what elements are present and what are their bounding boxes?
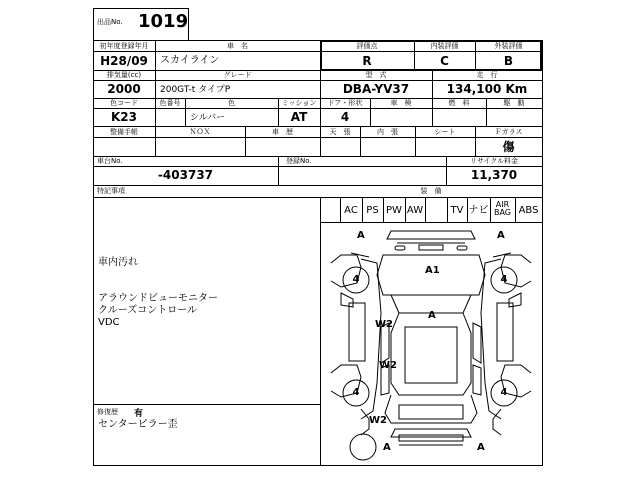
equipment-item: AW — [406, 205, 424, 216]
color-number-label: 色番号 — [159, 99, 181, 107]
lot-label: 出品No. — [97, 18, 123, 26]
headliner-label: 天 張 — [329, 128, 351, 136]
equipment-item: AIR BAG — [493, 200, 512, 217]
doors: 4 — [340, 110, 350, 124]
interior-grade: C — [440, 54, 449, 68]
color: シルバー — [190, 113, 226, 123]
service-record-label: 整備手帳 — [110, 128, 138, 136]
mark-rear-left: A — [383, 442, 391, 453]
mark-left-quarter: W2 — [369, 415, 387, 426]
tire-front-left: 4 — [352, 274, 360, 285]
color-label: 色 — [228, 99, 235, 107]
mark-left-rear-door: W2 — [379, 360, 397, 371]
repair-history-label: 修復歴 — [97, 408, 118, 416]
interior-grade-label: 内装評価 — [430, 42, 459, 50]
inspection-label: 車 検 — [390, 99, 412, 107]
mark-bonnet: A1 — [425, 265, 440, 276]
repair-detail: センターピラー歪 — [98, 419, 178, 430]
mark-left-front-door: W2 — [375, 319, 393, 330]
grade: 200GT-t タイプP — [160, 85, 231, 95]
tire-rear-right: 4 — [500, 387, 508, 398]
note-line — [98, 269, 316, 281]
repair-history: 有 — [134, 409, 144, 419]
lot-number: 1019 — [138, 11, 189, 32]
equipment-item: PS — [366, 205, 379, 216]
grade-label: グレード — [223, 71, 252, 79]
chassis-label: 車台No. — [97, 157, 123, 165]
chassis-number: -403737 — [157, 168, 214, 182]
recycle-fee-label: リサイクル料金 — [469, 157, 519, 165]
car-name-label: 車 名 — [227, 42, 248, 50]
door-shape-label: ドア・形状 — [327, 99, 363, 107]
equipment-item: ナビ — [468, 205, 489, 216]
displacement: 2000 — [107, 82, 141, 96]
mark-rear-right: A — [477, 442, 485, 453]
mark-front-right: A — [497, 230, 505, 241]
equipment-item: PW — [386, 205, 402, 216]
color-code-label: 色コード — [110, 99, 138, 107]
front-glass-label: Ｆガラス — [494, 128, 523, 136]
note-line: クルーズコントロール — [98, 305, 197, 316]
interior-trim-label: 内 張 — [377, 128, 398, 136]
mark-front-left: A — [357, 230, 365, 241]
equipment-item: TV — [450, 205, 464, 216]
notes-lines — [98, 257, 316, 329]
history-label: 車 歴 — [272, 128, 293, 136]
notes-label: 特記事項 — [97, 187, 125, 195]
color-code: K23 — [111, 110, 137, 124]
nox-label: ＮＯＸ — [189, 128, 211, 136]
exterior-grade: B — [503, 54, 514, 68]
note-line: 車内汚れ — [98, 257, 138, 268]
mark-roof: A — [428, 310, 436, 321]
registration-label: 登録No. — [286, 157, 312, 165]
model-code-label: 型 式 — [365, 71, 387, 79]
tire-rear-left: 4 — [352, 387, 360, 398]
exterior-grade-label: 外装評価 — [494, 42, 523, 50]
transmission-label: ミッション — [281, 99, 317, 107]
note-line: アラウンドビューモニター — [98, 293, 218, 304]
mileage-label: 走 行 — [476, 71, 498, 79]
model-code: DBA-YV37 — [342, 82, 410, 96]
auction-score: R — [362, 54, 372, 68]
note-line: VDC — [98, 317, 120, 328]
mileage: 134,100 Km — [446, 82, 528, 96]
displacement-label: 排気量(cc) — [106, 71, 142, 79]
front-glass: 傷 — [502, 140, 515, 154]
note-line — [98, 281, 316, 293]
score-label: 評価点 — [356, 42, 378, 50]
equipment-item: AC — [344, 205, 358, 216]
transmission: AT — [290, 110, 308, 124]
year-label: 初年度登録年月 — [99, 42, 149, 50]
tire-front-right: 4 — [500, 274, 508, 285]
damage-diagram — [321, 223, 542, 465]
recycle-fee: 11,370 — [470, 168, 518, 182]
car-name: スカイライン — [160, 55, 220, 66]
equipment-label: 装 備 — [420, 187, 442, 195]
drive-label: 駆 動 — [503, 99, 525, 107]
first-registration-year: H28/09 — [100, 54, 148, 68]
equipment-item: ABS — [518, 205, 539, 216]
seat-label: シート — [434, 128, 456, 136]
fuel-label: 燃 料 — [448, 99, 470, 107]
